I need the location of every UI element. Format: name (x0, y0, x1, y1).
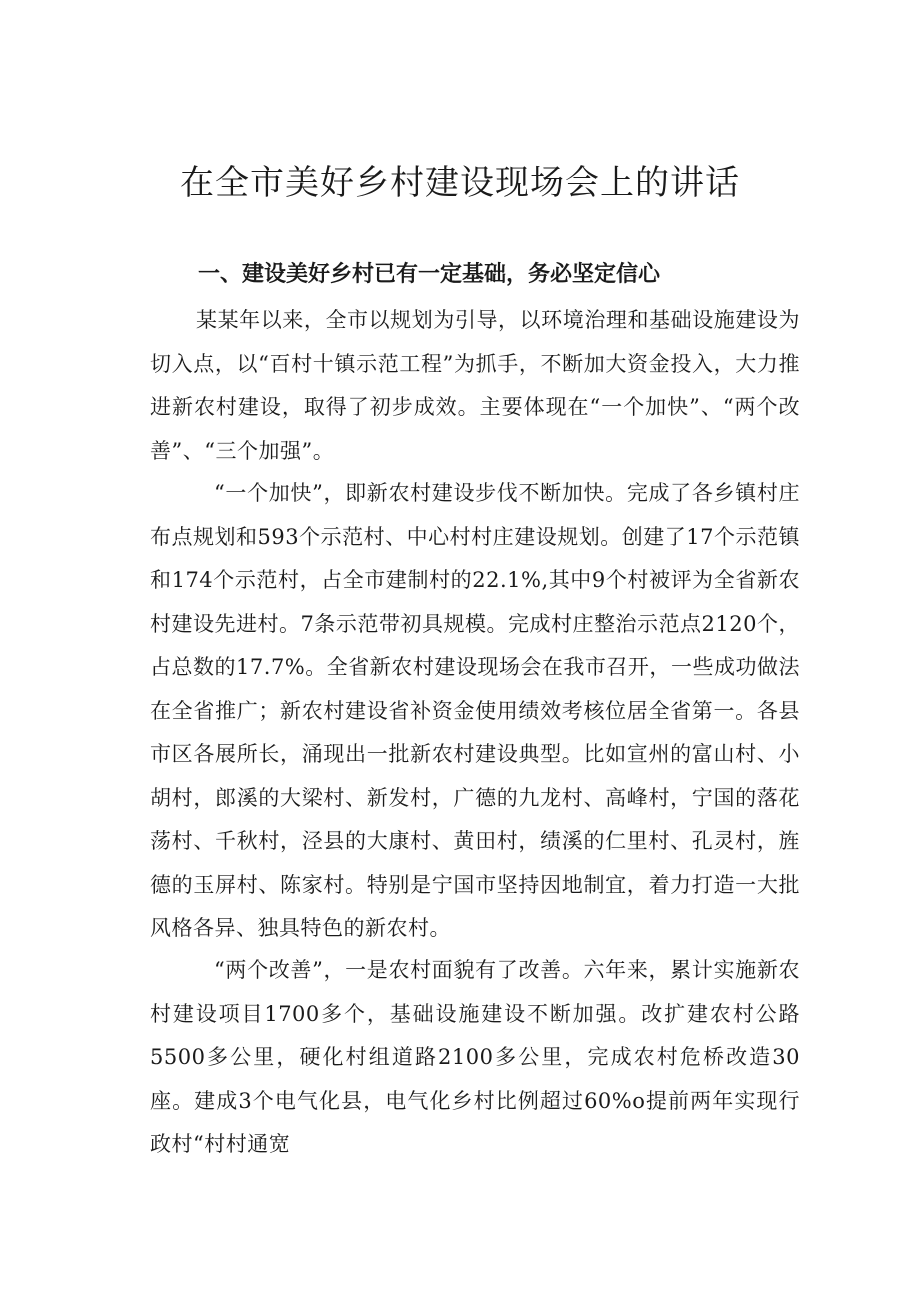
section-heading: 一、建设美好乡村已有一定基础，务必坚定信心 (198, 262, 661, 287)
body-paragraph: “两个改善”，一是农村面貌有了改善。六年来，累计实施新农村建设项目1700多个，基础设施建设不断加强。改扩建农村公路5500多公里，硬化村组道路2100多公里，完成农村危桥改造30座。建成3个电气化县，电气化乡村比例超过60%o提前两年实现行政村“村村通宽 (150, 958, 800, 1156)
body-paragraph: “一个加快”，即新农村建设步伐不断加快。完成了各乡镇村庄布点规划和593个示范村、中心村村庄建设规划。创建了17个示范镇和174个示范村，占全市建制村的22.1%,其中9个村被评为全省新农村建设先进村。7条示范带初具规模。完成村庄整治示范点2120个，占总数的17.7%。全省新农村建设现场会在我市召开，一些成功做法在全省推广；新农村建设省补资金使用绩效考核位居全省第一。各县市区各展所长，涌现出一批新农村建设典型。比如宣州的富山村、小胡村，郎溪的大梁村、新发村，广德的九龙村、高峰村，宁国的落花荡村、千秋村，泾县的大康村、黄田村，绩溪的仁里村、孔灵村，旌德的玉屏村、陈家村。特别是宁国市坚持因地制宜，着力打造一大批风格各异、独具特色的新农村。 (150, 481, 800, 940)
document-title: 在全市美好乡村建设现场会上的讲话 (180, 163, 740, 203)
body-paragraph: 某某年以来，全市以规划为引导，以环境治理和基础设施建设为切入点，以“百村十镇示范工程”为抓手，不断加大资金投入，大力推进新农村建设，取得了初步成效。主要体现在“一个加快”、“两个改善”、“三个加强”。 (150, 308, 800, 463)
